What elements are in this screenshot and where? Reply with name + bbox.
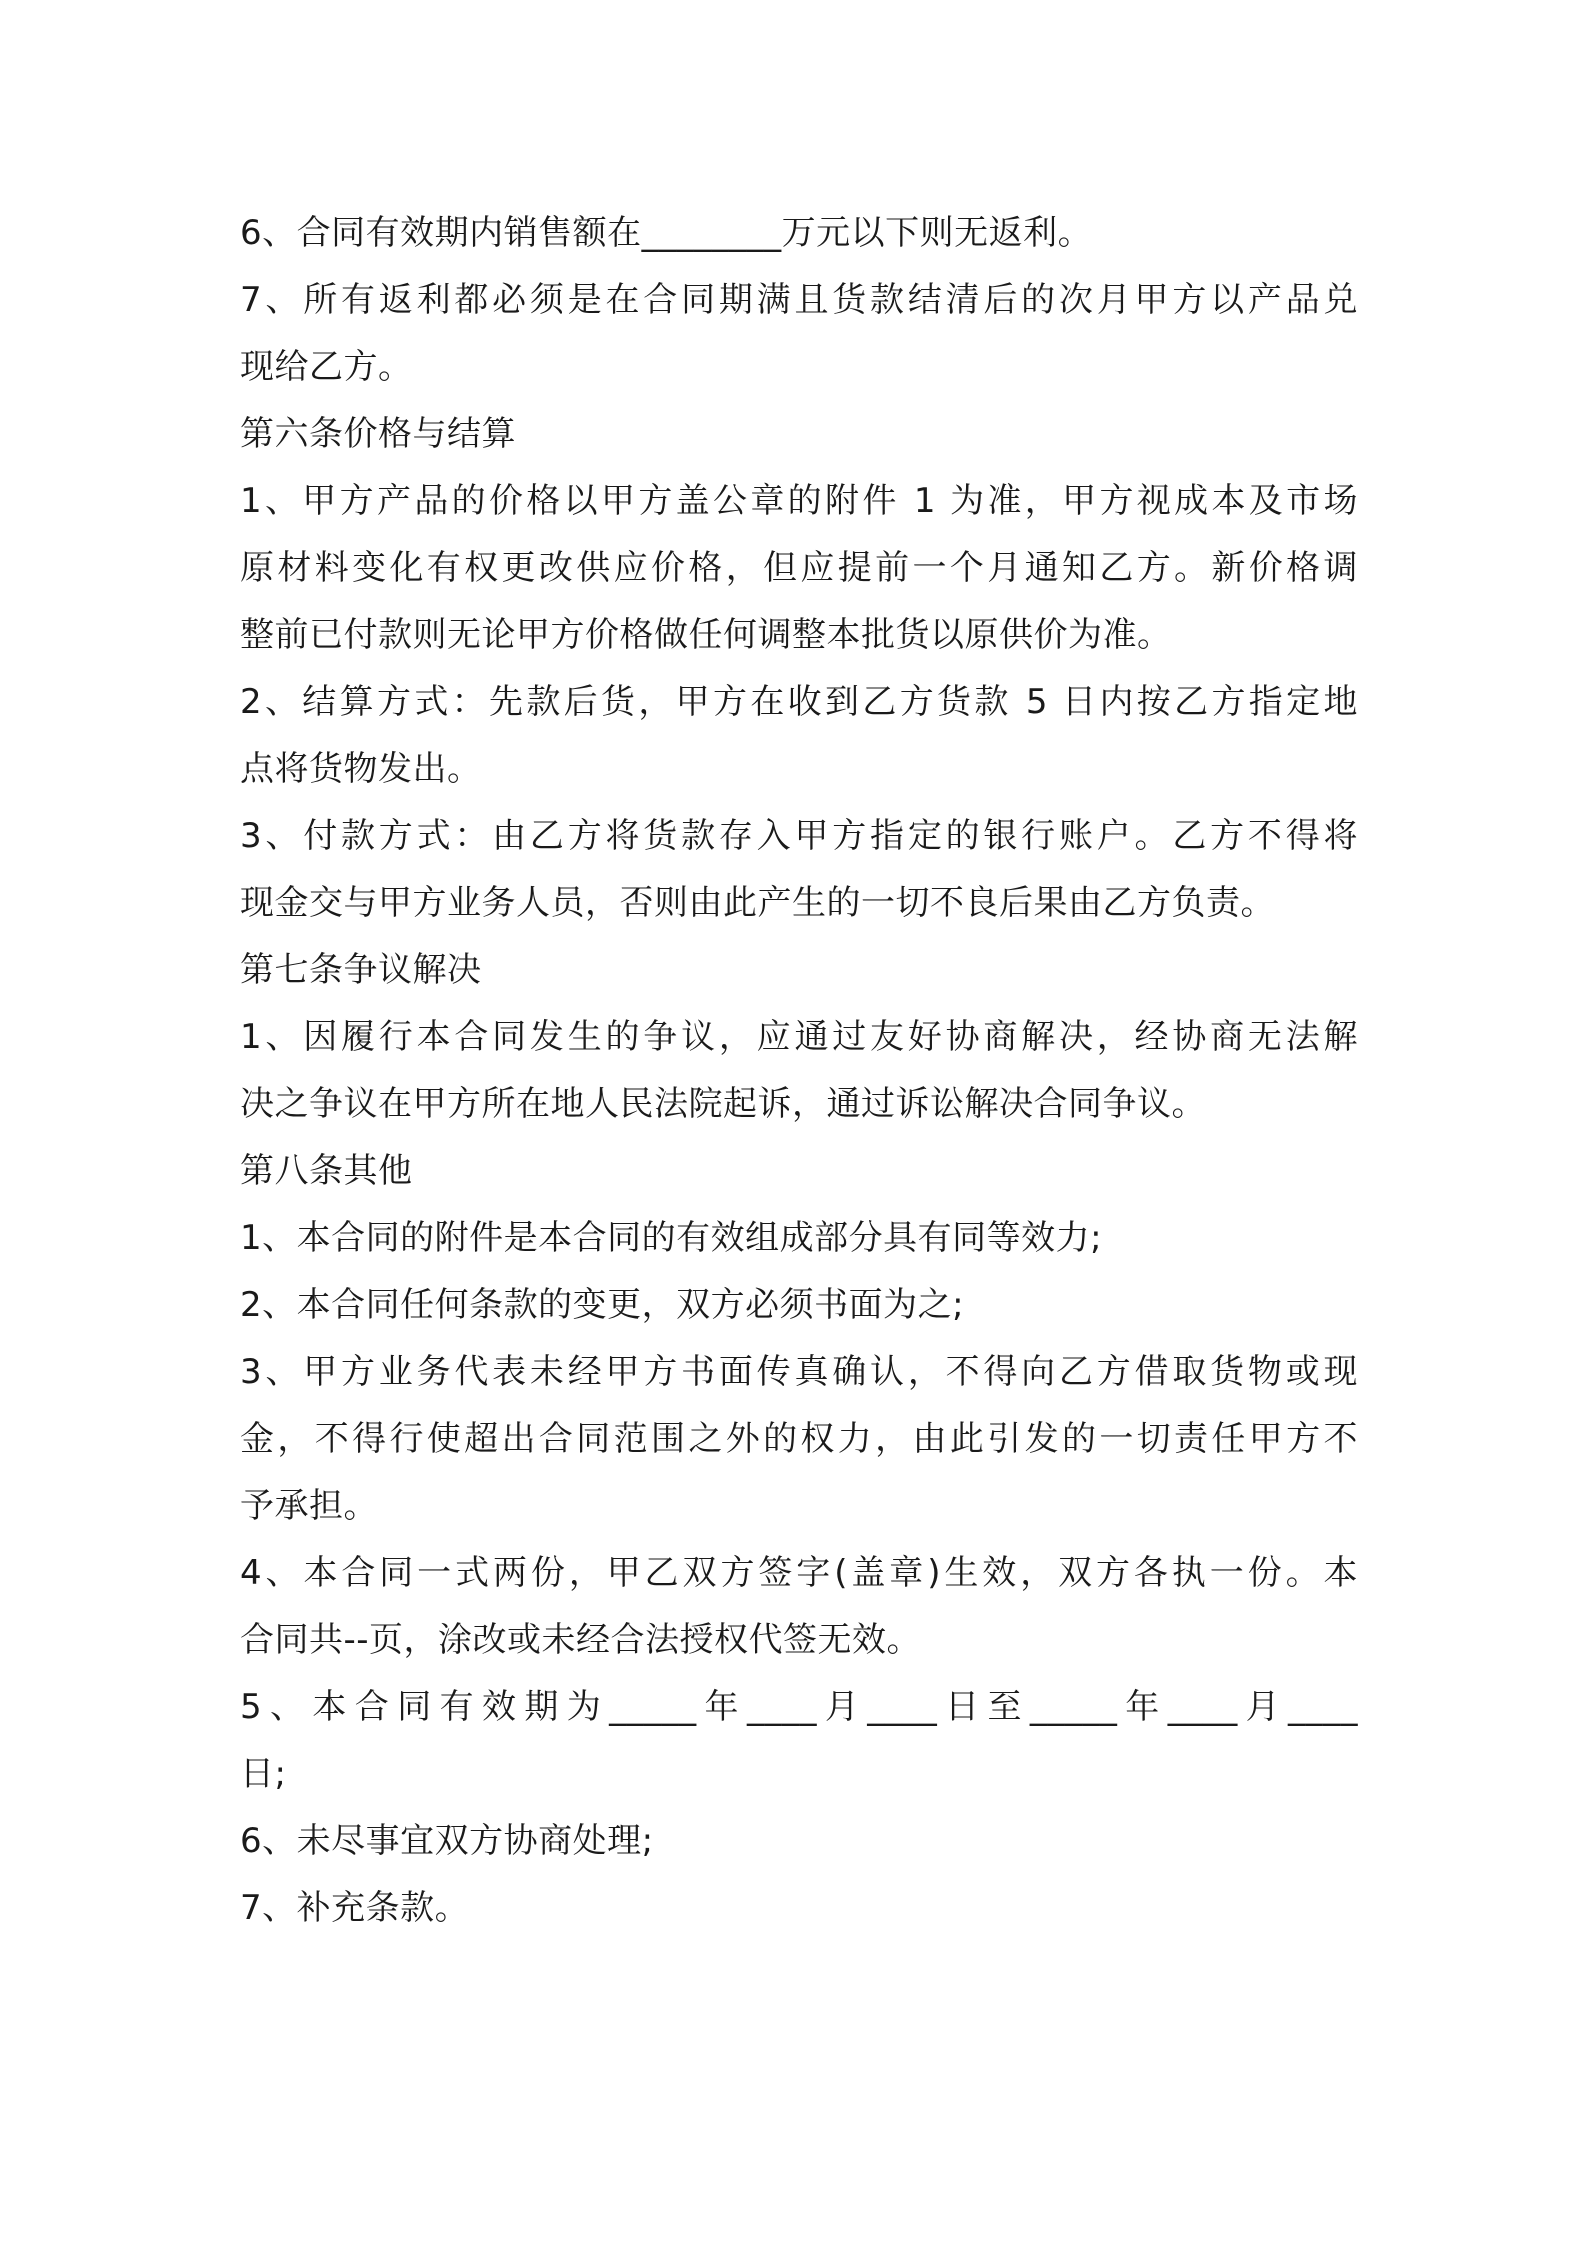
clause-6-2-settlement: 2、结算方式：先款后货，甲方在收到乙方货款 5 日内按乙方指定地 [240,682,1358,722]
clause-6-1-price: 1、甲方产品的价格以甲方盖公章的附件 1 为准，甲方视成本及市场 [240,481,1358,521]
clause-8-1-annex: 1、本合同的附件是本合同的有效组成部分具有同等效力; [240,1218,1103,1258]
clause-8-2-amendment: 2、本合同任何条款的变更，双方必须书面为之; [240,1285,965,1325]
clause-7-1-dispute: 1、因履行本合同发生的争议，应通过友好协商解决，经协商无法解 [240,1017,1358,1057]
article-8-heading: 第八条其他 [240,1151,413,1191]
clause-8-4-copies: 4、本合同一式两份，甲乙双方签字(盖章)生效，双方各执一份。本 [240,1553,1358,1593]
clause-8-5-validity-period: 5、本合同有效期为_____年____月____日至_____年____月____ [240,1687,1358,1727]
clause-8-7-supplementary: 7、补充条款。 [240,1888,470,1928]
clause-8-3-representative-cont-2: 予承担。 [240,1486,378,1526]
article-7-heading: 第七条争议解决 [240,950,482,990]
clause-8-3-representative: 3、甲方业务代表未经甲方书面传真确认，不得向乙方借取货物或现 [240,1352,1358,1392]
clause-7-1-dispute-cont: 决之争议在甲方所在地人民法院起诉，通过诉讼解决合同争议。 [240,1084,1206,1124]
clause-5-6-no-rebate: 6、合同有效期内销售额在________万元以下则无返利。 [240,213,1093,253]
clause-8-3-representative-cont-1: 金，不得行使超出合同范围之外的权力，由此引发的一切责任甲方不 [240,1419,1358,1459]
clause-8-4-copies-cont: 合同共--页，涂改或未经合法授权代签无效。 [240,1620,922,1660]
clause-6-3-payment: 3、付款方式：由乙方将货款存入甲方指定的银行账户。乙方不得将 [240,816,1358,856]
clause-6-3-payment-cont: 现金交与甲方业务人员，否则由此产生的一切不良后果由乙方负责。 [240,883,1275,923]
article-6-heading: 第六条价格与结算 [240,414,516,454]
clause-5-7-rebate-payout: 7、所有返利都必须是在合同期满且货款结清后的次月甲方以产品兑 [240,280,1358,320]
clause-6-2-settlement-cont: 点将货物发出。 [240,749,482,789]
clause-6-1-price-cont-1: 原材料变化有权更改供应价格，但应提前一个月通知乙方。新价格调 [240,548,1358,588]
clause-8-5-validity-period-cont: 日; [240,1754,287,1794]
clause-6-1-price-cont-2: 整前已付款则无论甲方价格做任何调整本批货以原供价为准。 [240,615,1172,655]
contract-page [240,200,1360,1942]
clause-8-6-misc: 6、未尽事宜双方协商处理; [240,1821,654,1861]
clause-5-7-rebate-payout-cont: 现给乙方。 [240,347,413,387]
